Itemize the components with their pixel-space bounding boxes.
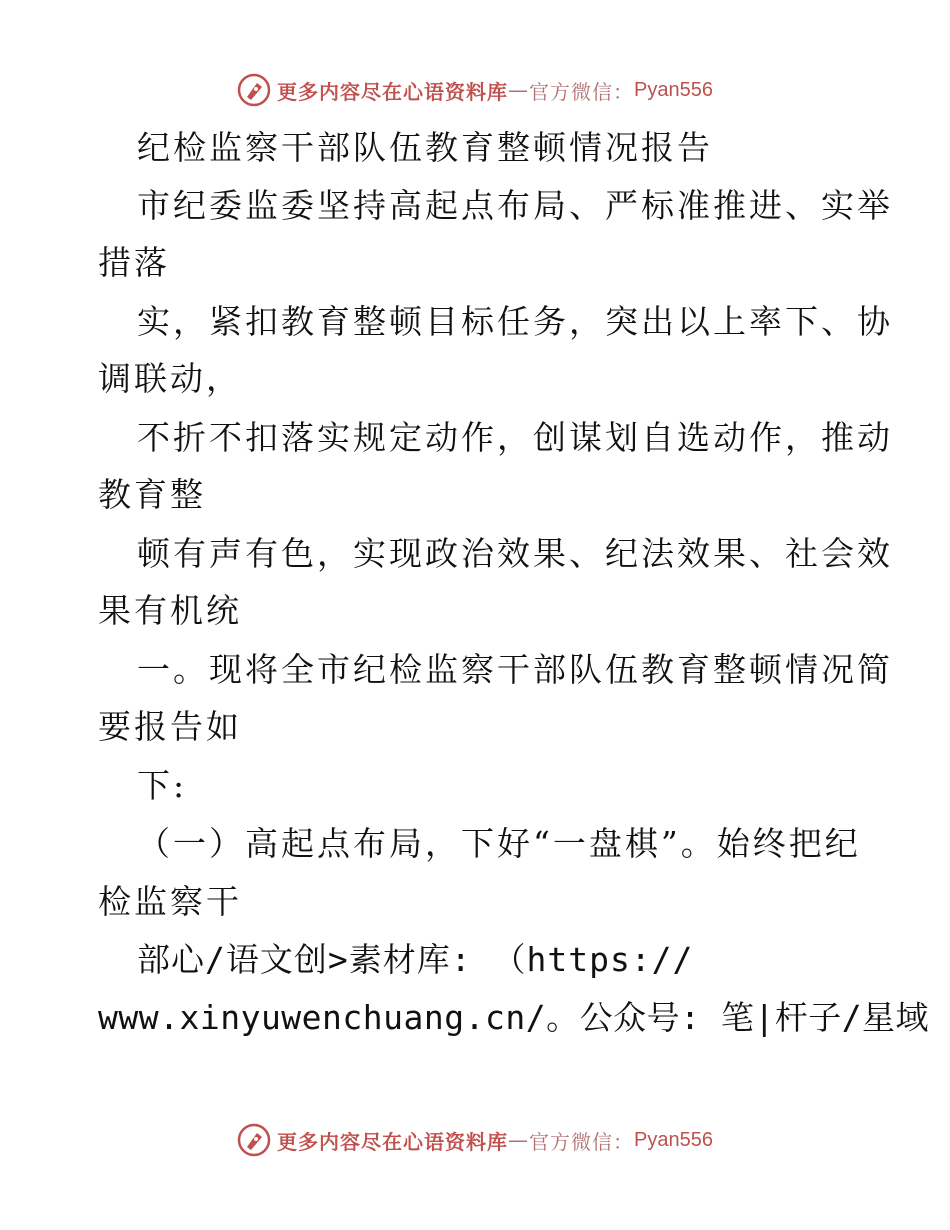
banner-wechat-label: 官方微信： (529, 79, 635, 104)
paragraph-line: 要报告如 (98, 707, 242, 746)
website-line: www.xinyuwenchuang.cn/。公众号: 笔|杆子/星域 (98, 998, 930, 1037)
banner-dash: — (508, 78, 530, 102)
paragraph-line: 一。现将全市纪检监察干部队伍教育整顿情况简 (137, 650, 893, 689)
paragraph-line: 调联动， (98, 359, 242, 398)
section-heading: （一）高起点布局，下好“一盘棋”。始终把纪 (137, 824, 861, 863)
banner-wechat-label: 官方微信： (529, 1129, 635, 1154)
pen-nib-icon (237, 73, 271, 107)
paragraph-line: 市纪委监委坚持高起点布局、严标准推进、实举 (137, 186, 893, 225)
paragraph-line: 下: (137, 766, 188, 805)
banner-main-text: 更多内容尽在心语资料库 (277, 79, 509, 104)
paragraph-line: 实，紧扣教育整顿目标任务，突出以上率下、协 (137, 302, 893, 341)
pen-nib-icon (237, 1123, 271, 1157)
paragraph-line: 部心/语文创>素材库: （https:// (137, 940, 694, 979)
paragraph-line: 不折不扣落实规定动作，创谋划自选动作，推动 (137, 418, 893, 457)
paragraph-line: 措落 (98, 243, 170, 282)
paragraph-line: 果有机统 (98, 591, 242, 630)
footer-banner (0, 1120, 950, 1160)
paragraph-line: 顿有声有色，实现政治效果、纪法效果、社会效 (137, 534, 893, 573)
header-banner (0, 70, 950, 110)
document-title: 纪检监察干部队伍教育整顿情况报告 (137, 128, 713, 167)
banner-wechat-id: Pyan556 (634, 1128, 713, 1151)
banner-dash: — (508, 1128, 530, 1152)
banner-wechat-id: Pyan556 (634, 78, 713, 101)
banner-main-text: 更多内容尽在心语资料库 (277, 1129, 509, 1154)
paragraph-line: 检监察干 (98, 882, 242, 921)
paragraph-line: 教育整 (98, 475, 206, 514)
